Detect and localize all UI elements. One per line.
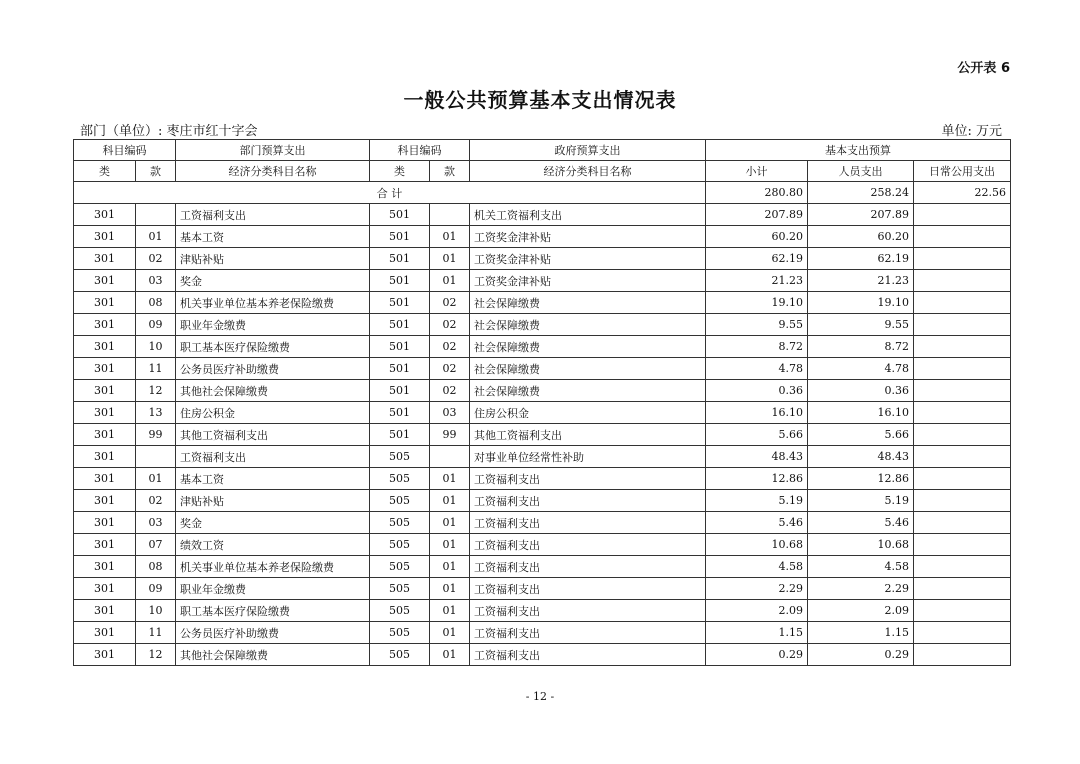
cell-econ-name-2: 工资福利支出	[470, 600, 706, 622]
cell-lei-2: 505	[370, 600, 430, 622]
cell-lei-2: 505	[370, 446, 430, 468]
cell-lei: 301	[74, 292, 136, 314]
department-label: 部门（单位）: 枣庄市红十字会	[80, 124, 258, 139]
cell-lei: 301	[74, 512, 136, 534]
cell-kuan: 10	[136, 336, 176, 358]
cell-econ-name: 其他工资福利支出	[176, 424, 370, 446]
cell-subtotal: 2.09	[706, 600, 808, 622]
cell-personnel: 207.89	[808, 204, 914, 226]
cell-subtotal: 5.19	[706, 490, 808, 512]
cell-personnel: 5.19	[808, 490, 914, 512]
cell-personnel: 48.43	[808, 446, 914, 468]
cell-kuan: 12	[136, 644, 176, 666]
cell-kuan-2: 01	[430, 534, 470, 556]
cell-econ-name: 津贴补贴	[176, 490, 370, 512]
cell-subtotal: 62.19	[706, 248, 808, 270]
cell-econ-name: 住房公积金	[176, 402, 370, 424]
cell-daily	[914, 512, 1011, 534]
cell-lei: 301	[74, 556, 136, 578]
cell-econ-name: 职工基本医疗保险缴费	[176, 600, 370, 622]
table-row	[74, 336, 1011, 358]
cell-kuan-2: 99	[430, 424, 470, 446]
cell-daily	[914, 292, 1011, 314]
table-row	[74, 490, 1011, 512]
cell-lei: 301	[74, 468, 136, 490]
cell-daily	[914, 248, 1011, 270]
col-code-group-2: 科目编码	[370, 140, 470, 161]
col-kuan: 款	[136, 161, 176, 182]
cell-econ-name-2: 工资奖金津补贴	[470, 226, 706, 248]
cell-econ-name: 职工基本医疗保险缴费	[176, 336, 370, 358]
cell-personnel: 19.10	[808, 292, 914, 314]
cell-econ-name: 津贴补贴	[176, 248, 370, 270]
cell-lei: 301	[74, 446, 136, 468]
table-row	[74, 204, 1011, 226]
cell-subtotal: 0.36	[706, 380, 808, 402]
cell-subtotal: 16.10	[706, 402, 808, 424]
cell-lei-2: 501	[370, 292, 430, 314]
cell-kuan: 08	[136, 556, 176, 578]
cell-personnel: 10.68	[808, 534, 914, 556]
cell-kuan-2: 02	[430, 336, 470, 358]
cell-econ-name: 奖金	[176, 270, 370, 292]
cell-econ-name-2: 机关工资福利支出	[470, 204, 706, 226]
cell-subtotal: 5.46	[706, 512, 808, 534]
cell-daily	[914, 358, 1011, 380]
total-personnel: 258.24	[808, 182, 914, 204]
cell-lei-2: 505	[370, 578, 430, 600]
budget-table	[73, 139, 1011, 666]
col-basic-budget: 基本支出预算	[706, 140, 1011, 161]
cell-lei: 301	[74, 644, 136, 666]
cell-econ-name-2: 社会保障缴费	[470, 336, 706, 358]
cell-kuan: 03	[136, 270, 176, 292]
cell-personnel: 0.36	[808, 380, 914, 402]
cell-kuan-2: 01	[430, 226, 470, 248]
table-row	[74, 292, 1011, 314]
table-row	[74, 226, 1011, 248]
cell-kuan: 01	[136, 468, 176, 490]
cell-lei-2: 501	[370, 248, 430, 270]
table-row	[74, 534, 1011, 556]
cell-econ-name-2: 社会保障缴费	[470, 380, 706, 402]
col-daily: 日常公用支出	[914, 161, 1011, 182]
cell-econ-name-2: 工资福利支出	[470, 644, 706, 666]
cell-econ-name-2: 社会保障缴费	[470, 314, 706, 336]
cell-daily	[914, 578, 1011, 600]
table-row	[74, 556, 1011, 578]
cell-lei-2: 505	[370, 490, 430, 512]
cell-econ-name-2: 工资福利支出	[470, 578, 706, 600]
cell-econ-name-2: 住房公积金	[470, 402, 706, 424]
cell-kuan: 03	[136, 512, 176, 534]
cell-lei: 301	[74, 402, 136, 424]
cell-subtotal: 5.66	[706, 424, 808, 446]
cell-lei: 301	[74, 622, 136, 644]
cell-personnel: 5.46	[808, 512, 914, 534]
cell-kuan-2: 01	[430, 468, 470, 490]
cell-daily	[914, 644, 1011, 666]
cell-personnel: 4.58	[808, 556, 914, 578]
cell-lei-2: 501	[370, 270, 430, 292]
table-row	[74, 314, 1011, 336]
cell-daily	[914, 468, 1011, 490]
cell-daily	[914, 534, 1011, 556]
cell-kuan-2: 01	[430, 556, 470, 578]
table-row	[74, 270, 1011, 292]
cell-kuan-2: 02	[430, 358, 470, 380]
cell-econ-name: 机关事业单位基本养老保险缴费	[176, 556, 370, 578]
cell-lei: 301	[74, 578, 136, 600]
cell-econ-name: 职业年金缴费	[176, 578, 370, 600]
cell-econ-name-2: 对事业单位经常性补助	[470, 446, 706, 468]
cell-kuan-2	[430, 204, 470, 226]
cell-daily	[914, 490, 1011, 512]
cell-kuan-2: 01	[430, 622, 470, 644]
cell-daily	[914, 204, 1011, 226]
cell-kuan-2: 02	[430, 380, 470, 402]
cell-subtotal: 4.78	[706, 358, 808, 380]
cell-lei-2: 505	[370, 556, 430, 578]
cell-personnel: 2.09	[808, 600, 914, 622]
page-title: 一般公共预算基本支出情况表	[403, 88, 677, 112]
cell-econ-name-2: 工资福利支出	[470, 556, 706, 578]
cell-lei: 301	[74, 226, 136, 248]
cell-lei-2: 501	[370, 336, 430, 358]
cell-daily	[914, 380, 1011, 402]
cell-lei-2: 505	[370, 468, 430, 490]
cell-kuan: 11	[136, 358, 176, 380]
table-row	[74, 248, 1011, 270]
cell-kuan-2: 02	[430, 314, 470, 336]
cell-econ-name-2: 工资福利支出	[470, 622, 706, 644]
table-id: 公开表 6	[957, 61, 1010, 76]
table-row	[74, 380, 1011, 402]
cell-subtotal: 0.29	[706, 644, 808, 666]
cell-kuan-2: 03	[430, 402, 470, 424]
cell-daily	[914, 622, 1011, 644]
cell-personnel: 9.55	[808, 314, 914, 336]
cell-personnel: 5.66	[808, 424, 914, 446]
cell-lei-2: 501	[370, 380, 430, 402]
cell-daily	[914, 270, 1011, 292]
cell-lei: 301	[74, 248, 136, 270]
page-number: - 12 -	[525, 690, 555, 703]
table-row	[74, 402, 1011, 424]
cell-subtotal: 12.86	[706, 468, 808, 490]
col-code-group: 科目编码	[74, 140, 176, 161]
cell-daily	[914, 424, 1011, 446]
cell-kuan-2	[430, 446, 470, 468]
cell-kuan: 07	[136, 534, 176, 556]
table-row	[74, 578, 1011, 600]
table-row	[74, 644, 1011, 666]
cell-lei-2: 501	[370, 314, 430, 336]
cell-lei-2: 501	[370, 358, 430, 380]
table-row	[74, 512, 1011, 534]
cell-econ-name: 其他社会保障缴费	[176, 380, 370, 402]
cell-subtotal: 19.10	[706, 292, 808, 314]
cell-lei-2: 505	[370, 644, 430, 666]
cell-kuan: 02	[136, 490, 176, 512]
cell-econ-name: 公务员医疗补助缴费	[176, 358, 370, 380]
cell-subtotal: 4.58	[706, 556, 808, 578]
cell-kuan-2: 01	[430, 600, 470, 622]
cell-personnel: 12.86	[808, 468, 914, 490]
col-econ-name-2: 经济分类科目名称	[470, 161, 706, 182]
col-lei: 类	[74, 161, 136, 182]
cell-econ-name: 绩效工资	[176, 534, 370, 556]
cell-econ-name: 工资福利支出	[176, 204, 370, 226]
cell-personnel: 8.72	[808, 336, 914, 358]
cell-lei-2: 501	[370, 402, 430, 424]
cell-econ-name: 奖金	[176, 512, 370, 534]
cell-kuan-2: 01	[430, 490, 470, 512]
cell-econ-name-2: 工资奖金津补贴	[470, 270, 706, 292]
cell-subtotal: 21.23	[706, 270, 808, 292]
cell-daily	[914, 556, 1011, 578]
cell-lei: 301	[74, 270, 136, 292]
cell-lei-2: 501	[370, 204, 430, 226]
table-row	[74, 600, 1011, 622]
cell-lei: 301	[74, 534, 136, 556]
col-subtotal: 小计	[706, 161, 808, 182]
cell-lei: 301	[74, 600, 136, 622]
cell-subtotal: 207.89	[706, 204, 808, 226]
cell-kuan: 10	[136, 600, 176, 622]
cell-kuan: 09	[136, 314, 176, 336]
cell-econ-name: 机关事业单位基本养老保险缴费	[176, 292, 370, 314]
cell-econ-name-2: 工资福利支出	[470, 468, 706, 490]
cell-daily	[914, 314, 1011, 336]
cell-lei: 301	[74, 490, 136, 512]
cell-econ-name-2: 工资奖金津补贴	[470, 248, 706, 270]
cell-subtotal: 10.68	[706, 534, 808, 556]
cell-kuan: 99	[136, 424, 176, 446]
cell-lei-2: 505	[370, 512, 430, 534]
cell-kuan-2: 01	[430, 644, 470, 666]
cell-kuan-2: 01	[430, 512, 470, 534]
cell-kuan: 11	[136, 622, 176, 644]
cell-lei-2: 501	[370, 424, 430, 446]
col-econ-name: 经济分类科目名称	[176, 161, 370, 182]
cell-subtotal: 1.15	[706, 622, 808, 644]
total-label: 合 计	[74, 182, 706, 204]
total-daily: 22.56	[914, 182, 1011, 204]
cell-kuan-2: 01	[430, 578, 470, 600]
cell-kuan: 02	[136, 248, 176, 270]
cell-kuan: 12	[136, 380, 176, 402]
cell-subtotal: 8.72	[706, 336, 808, 358]
cell-econ-name: 职业年金缴费	[176, 314, 370, 336]
cell-kuan	[136, 204, 176, 226]
cell-econ-name-2: 社会保障缴费	[470, 292, 706, 314]
cell-daily	[914, 402, 1011, 424]
cell-personnel: 1.15	[808, 622, 914, 644]
cell-econ-name: 工资福利支出	[176, 446, 370, 468]
cell-lei-2: 505	[370, 622, 430, 644]
col-dept-budget: 部门预算支出	[176, 140, 370, 161]
cell-lei: 301	[74, 204, 136, 226]
cell-daily	[914, 226, 1011, 248]
cell-kuan: 13	[136, 402, 176, 424]
total-row	[74, 182, 1011, 204]
cell-subtotal: 2.29	[706, 578, 808, 600]
cell-daily	[914, 336, 1011, 358]
cell-econ-name-2: 工资福利支出	[470, 534, 706, 556]
cell-econ-name-2: 工资福利支出	[470, 512, 706, 534]
cell-econ-name: 其他社会保障缴费	[176, 644, 370, 666]
cell-subtotal: 60.20	[706, 226, 808, 248]
cell-econ-name-2: 工资福利支出	[470, 490, 706, 512]
cell-kuan-2: 01	[430, 270, 470, 292]
col-lei-2: 类	[370, 161, 430, 182]
cell-lei: 301	[74, 358, 136, 380]
cell-personnel: 62.19	[808, 248, 914, 270]
cell-personnel: 4.78	[808, 358, 914, 380]
cell-econ-name: 基本工资	[176, 468, 370, 490]
cell-lei: 301	[74, 424, 136, 446]
cell-lei: 301	[74, 380, 136, 402]
col-kuan-2: 款	[430, 161, 470, 182]
cell-subtotal: 48.43	[706, 446, 808, 468]
cell-lei-2: 505	[370, 534, 430, 556]
table-row	[74, 468, 1011, 490]
total-subtotal: 280.80	[706, 182, 808, 204]
header-row-2	[74, 161, 1011, 182]
header-row-1	[74, 140, 1011, 161]
cell-kuan: 01	[136, 226, 176, 248]
table-row	[74, 358, 1011, 380]
table-row	[74, 424, 1011, 446]
col-gov-budget: 政府预算支出	[470, 140, 706, 161]
cell-kuan: 09	[136, 578, 176, 600]
cell-econ-name: 基本工资	[176, 226, 370, 248]
cell-personnel: 21.23	[808, 270, 914, 292]
cell-lei-2: 501	[370, 226, 430, 248]
cell-personnel: 16.10	[808, 402, 914, 424]
cell-kuan	[136, 446, 176, 468]
cell-subtotal: 9.55	[706, 314, 808, 336]
cell-personnel: 60.20	[808, 226, 914, 248]
cell-daily	[914, 446, 1011, 468]
table-row	[74, 622, 1011, 644]
cell-kuan-2: 01	[430, 248, 470, 270]
cell-personnel: 0.29	[808, 644, 914, 666]
unit-label: 单位: 万元	[941, 124, 1002, 139]
col-personnel: 人员支出	[808, 161, 914, 182]
cell-personnel: 2.29	[808, 578, 914, 600]
table-row	[74, 446, 1011, 468]
cell-econ-name: 公务员医疗补助缴费	[176, 622, 370, 644]
cell-econ-name-2: 社会保障缴费	[470, 358, 706, 380]
cell-lei: 301	[74, 314, 136, 336]
cell-daily	[914, 600, 1011, 622]
cell-kuan-2: 02	[430, 292, 470, 314]
cell-kuan: 08	[136, 292, 176, 314]
cell-econ-name-2: 其他工资福利支出	[470, 424, 706, 446]
cell-lei: 301	[74, 336, 136, 358]
